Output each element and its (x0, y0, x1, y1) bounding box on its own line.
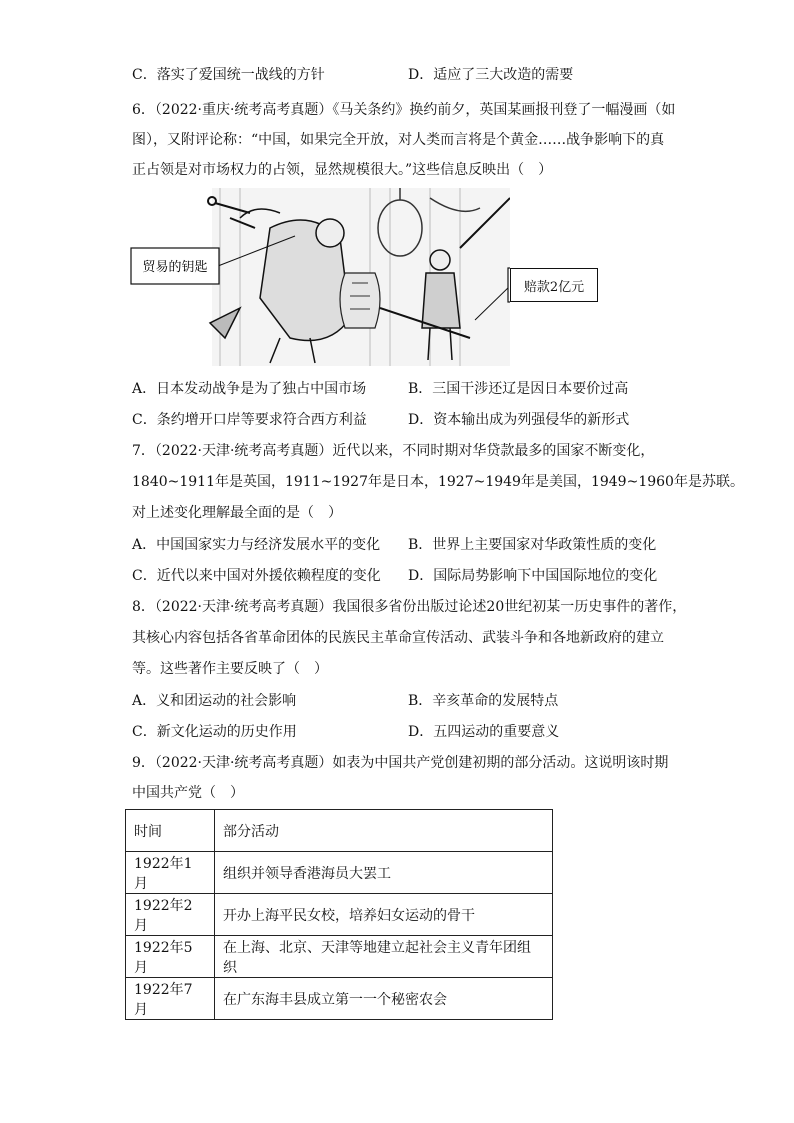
q7-option-d: D．国际局势影响下中国国际地位的变化 (408, 568, 658, 584)
q6-stem-line-1: 6．（2022·重庆·统考高考真题）《马关条约》换约前夕，英国某画报刊登了一幅漫画（如 (132, 102, 676, 118)
q7-option-a: A．中国国家实力与经济发展水平的变化 (132, 537, 381, 553)
q6-cartoon-image (130, 188, 510, 366)
table-cell-time: 1922年1月 (126, 852, 215, 894)
q6-stem-line-2: 图），又附评论称：“中国，如果完全开放，对人类而言将是个黄金……战争影响下的真 (132, 132, 665, 148)
q8-stem-line-1: 8．（2022·天津·统考高考真题）我国很多省份出版过论述20世纪初某一历史事件的著作， (132, 599, 687, 615)
q7-stem-line-3: 对上述变化理解最全面的是（ ） (132, 505, 342, 521)
q8-stem-line-3: 等。这些著作主要反映了（ ） (132, 661, 328, 677)
table-header-row (126, 810, 553, 852)
q6-stem-line-3: 正占领是对市场权力的占领，显然规模很大。”这些信息反映出（ ） (132, 162, 553, 178)
q6-option-b: B．三国干涉还辽是因日本要价过高 (408, 381, 629, 397)
table-row (126, 894, 553, 936)
table-row (126, 852, 553, 894)
cartoon-label-trade-keys: 贸易的钥匙 (142, 260, 208, 275)
q5-option-d: D．适应了三大改造的需要 (408, 67, 574, 83)
q7-stem-line-2: 1840~1911年是英国，1911~1927年是日本，1927~1949年是美国，1949~1960年是苏联。 (132, 474, 744, 490)
q9-activities-table (125, 809, 553, 1020)
cartoon-label-indemnity: 赔款2亿元 (523, 279, 585, 295)
table-header-time: 时间 (126, 810, 215, 852)
q8-option-c: C．新文化运动的历史作用 (132, 724, 297, 740)
table-cell-activity: 在上海、北京、天津等地建立起社会主义青年团组织 (215, 936, 553, 978)
cartoon-callout-indemnity (510, 268, 598, 302)
q7-option-b: B．世界上主要国家对华政策性质的变化 (408, 537, 657, 553)
q6-option-c: C．条约增开口岸等要求符合西方利益 (132, 412, 367, 428)
q8-stem-line-2: 其核心内容包括各省革命团体的民族民主革命宣传活动、武装斗争和各地新政府的建立 (132, 630, 664, 646)
table-cell-activity: 开办上海平民女校，培养妇女运动的骨干 (215, 894, 553, 936)
q7-stem-line-1: 7．（2022·天津·统考高考真题）近代以来，不同时期对华贷款最多的国家不断变化， (132, 443, 655, 459)
table-row (126, 978, 553, 1020)
q8-option-b: B．辛亥革命的发展特点 (408, 693, 559, 709)
q8-option-d: D．五四运动的重要意义 (408, 724, 560, 740)
q6-option-d: D．资本输出成为列强侵华的新形式 (408, 412, 630, 428)
table-row (126, 936, 553, 978)
q9-stem-line-1: 9．（2022·天津·统考高考真题）如表为中国共产党创建初期的部分活动。这说明该时期 (132, 755, 669, 771)
table-header-activity: 部分活动 (215, 810, 553, 852)
q6-option-a: A．日本发动战争是为了独占中国市场 (132, 381, 367, 397)
table-cell-activity: 在广东海丰县成立第一一个秘密农会 (215, 978, 553, 1020)
q9-stem-line-2: 中国共产党（ ） (132, 785, 244, 801)
q7-option-c: C．近代以来中国对外援依赖程度的变化 (132, 568, 381, 584)
q8-option-a: A．义和团运动的社会影响 (132, 693, 297, 709)
table-cell-time: 1922年5月 (126, 936, 215, 978)
table-cell-time: 1922年7月 (126, 978, 215, 1020)
q5-option-c: C．落实了爱国统一战线的方针 (132, 67, 325, 83)
table-cell-time: 1922年2月 (126, 894, 215, 936)
table-cell-activity: 组织并领导香港海员大罢工 (215, 852, 553, 894)
